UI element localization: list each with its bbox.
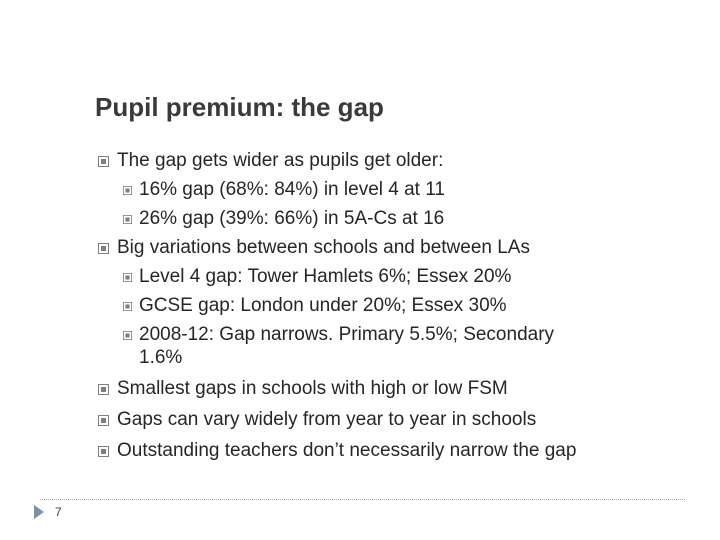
page-number: 7: [55, 505, 62, 519]
bullet-item: [117, 378, 508, 400]
sub-bullet-continuation: [139, 347, 182, 369]
bullet-text: Big variations between schools and between LAs: [117, 237, 530, 258]
bullet-icon: [98, 384, 109, 395]
sub-bullet-item: [139, 179, 445, 201]
bullet-item: [117, 409, 536, 431]
bullet-item: [117, 440, 576, 462]
sub-bullet-item: [139, 266, 511, 288]
bullet-icon: [98, 243, 109, 254]
footer-divider: [40, 499, 685, 500]
bullet-icon: [123, 273, 132, 282]
bullet-icon: [123, 331, 132, 340]
bullet-icon: [98, 415, 109, 426]
sub-bullet-item: [139, 324, 554, 346]
bullet-text: Smallest gaps in schools with high or low FSM: [117, 378, 508, 399]
bullet-icon: [98, 156, 109, 167]
bullet-icon: [123, 215, 132, 224]
bullet-item: [117, 237, 530, 259]
bullet-icon: [98, 446, 109, 457]
bullet-icon: [123, 302, 132, 311]
sub-bullet-item: [139, 208, 444, 230]
bullet-text: 1.6%: [139, 347, 183, 368]
bullet-text: Gaps can vary widely from year to year in schools: [117, 409, 537, 430]
bullet-text: The gap gets wider as pupils get older:: [117, 150, 444, 171]
triangle-marker-icon: [34, 505, 44, 519]
bullet-text: Outstanding teachers don’t necessarily narrow the gap: [117, 440, 577, 461]
bullet-text: Level 4 gap: Tower Hamlets 6%; Essex 20%: [139, 266, 512, 287]
slide-title: Pupil premium: the gap: [95, 92, 384, 122]
sub-bullet-item: [139, 295, 507, 317]
bullet-text: 26% gap (39%: 66%) in 5A-Cs at 16: [139, 208, 445, 229]
bullet-text: 2008-12: Gap narrows. Primary 5.5%; Secondary: [139, 324, 555, 345]
bullet-text: GCSE gap: London under 20%; Essex 30%: [139, 295, 507, 316]
bullet-text: 16% gap (68%: 84%) in level 4 at 11: [139, 179, 445, 200]
bullet-item: [117, 150, 443, 172]
bullet-icon: [123, 186, 132, 195]
